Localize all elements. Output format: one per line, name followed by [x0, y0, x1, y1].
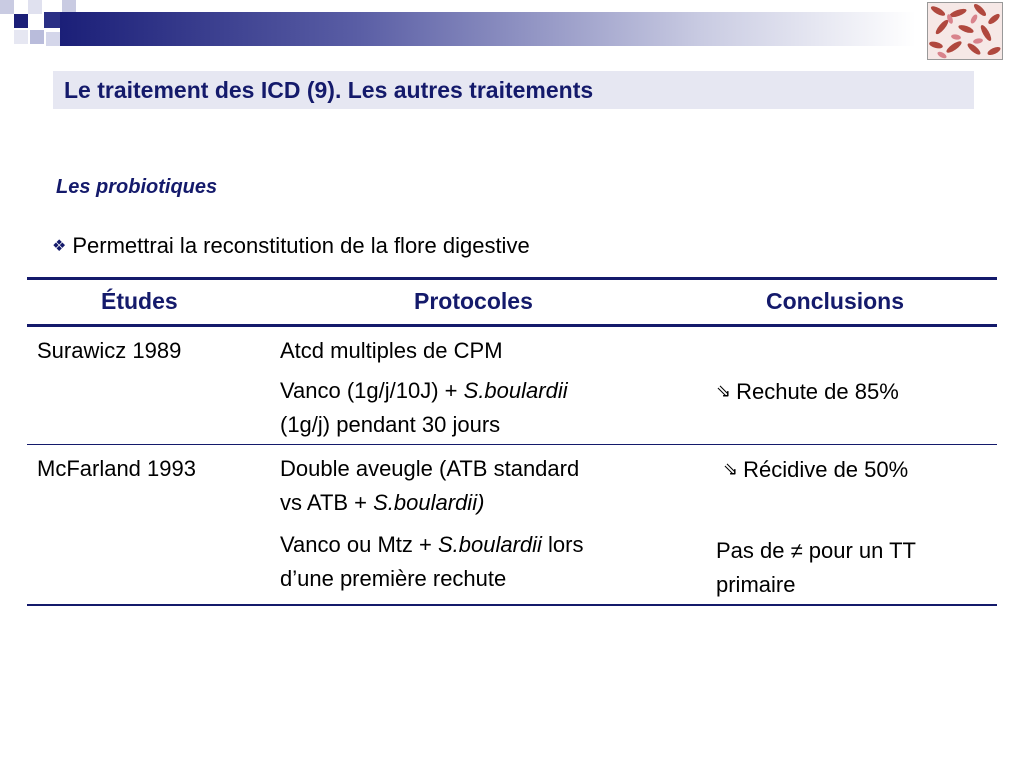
header-gradient-banner: [60, 12, 916, 46]
conclusion-text: Récidive de 50%: [743, 457, 909, 482]
organism-name: S.boulardii): [373, 490, 485, 515]
protocol-text: Vanco ou Mtz +: [280, 532, 438, 557]
table-bottom-rule: [27, 604, 997, 606]
table-cell-conclusion-line: Pas de ≠ pour un TT: [716, 538, 916, 563]
organism-name: S.boulardii: [463, 378, 568, 403]
table-header-rule: [27, 324, 997, 327]
table-cell-protocol-line: d’une première rechute: [280, 566, 507, 591]
table-cell-protocol-line: (1g/j) pendant 30 jours: [280, 412, 501, 437]
corner-square-light: [46, 32, 60, 46]
table-row-divider: [27, 444, 997, 445]
protocol-text: lors: [541, 532, 584, 557]
table-cell-protocol: [280, 374, 568, 408]
table-cell-conclusion: [716, 374, 899, 409]
table-header-etudes: Études: [101, 288, 178, 314]
table-cell-protocol: [280, 486, 484, 520]
table-top-rule: [27, 277, 997, 280]
table-cell-protocol-line: Double aveugle (ATB standard: [280, 456, 580, 481]
bullet-line: [52, 233, 530, 259]
section-subtitle: Les probiotiques: [56, 176, 218, 198]
organism-name: S.boulardii: [437, 532, 542, 557]
conclusion-text: Rechute de 85%: [736, 379, 899, 404]
protocol-text: vs ATB +: [280, 490, 374, 515]
diamond-bullet-icon: ❖: [52, 238, 67, 255]
corner-square-light: [28, 0, 42, 14]
corner-square-dark: [14, 14, 28, 28]
corner-square-light: [14, 30, 28, 44]
bullet-text: Permettrai la reconstitution de la flore digestive: [72, 233, 530, 258]
table-cell-study: Surawicz 1989: [37, 338, 182, 363]
down-right-arrow-icon: ⇘: [723, 459, 739, 479]
corner-square-dark: [44, 12, 60, 28]
bacteria-image: [927, 2, 1003, 60]
down-right-arrow-icon: ⇘: [716, 381, 732, 401]
table-cell-study: McFarland 1993: [37, 456, 196, 481]
table-header-protocoles: Protocoles: [414, 288, 533, 314]
corner-square-light: [0, 0, 14, 14]
table-cell-protocol: Atcd multiples de CPM: [280, 338, 503, 363]
protocol-text: Vanco (1g/j/10J) +: [280, 378, 464, 403]
table-cell-protocol: [280, 528, 583, 562]
table-cell-conclusion-line: primaire: [716, 572, 796, 597]
table-cell-conclusion: [723, 452, 908, 487]
slide-title: Le traitement des ICD (9). Les autres traitements: [64, 77, 594, 103]
corner-square-light: [62, 0, 76, 12]
table-header-conclusions: Conclusions: [766, 288, 905, 314]
corner-square-light: [30, 30, 44, 44]
